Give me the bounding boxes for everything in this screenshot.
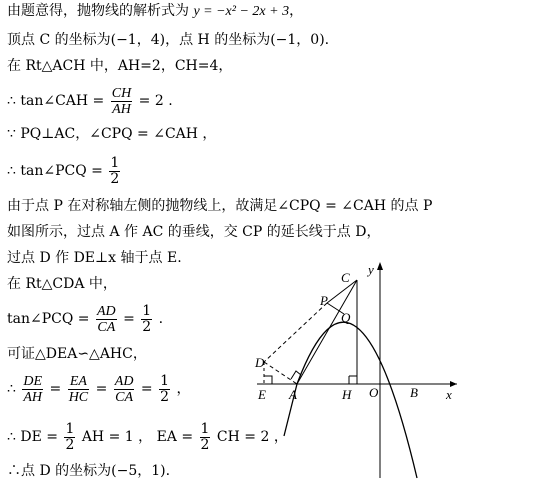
- line-10: 在 Rt△CDA 中，: [7, 276, 117, 292]
- fraction: $\frac{1}{2}$: [65, 420, 75, 453]
- label-a: A: [289, 387, 297, 402]
- line-3: 在 Rt△ACH 中，AH=2，CH=4，: [7, 58, 233, 74]
- label-b: B: [410, 385, 418, 400]
- line-4: ∴ tan∠CAH = $\frac{CH}{AH}$ = 2 .: [7, 85, 173, 117]
- label-c: C: [341, 270, 350, 285]
- fraction: $\frac{EA}{HC}$: [68, 373, 89, 405]
- label-h: H: [342, 387, 352, 402]
- line-12: 可证△DEA∽△AHC，: [7, 346, 147, 362]
- line-7: 由于点 P 在对称轴左侧的抛物线上，故满足∠CPQ = ∠CAH 的点 P: [7, 198, 433, 214]
- fraction: $\frac{AD}{CA}$: [96, 303, 116, 335]
- y-arrow-icon: [377, 262, 383, 270]
- fraction: $\frac{1}{2}$: [200, 420, 210, 453]
- label-q: Q: [341, 310, 351, 325]
- fraction: $\frac{1}{2}$: [160, 372, 170, 405]
- fraction: $\frac{1}{2}$: [110, 154, 120, 187]
- label-e: E: [258, 387, 266, 402]
- line-15: ∴点 D 的坐标为(−5，1).: [7, 463, 171, 479]
- line-9: 过点 D 作 DE⊥x 轴于点 E.: [7, 250, 182, 266]
- label-p: P: [320, 293, 328, 308]
- fraction: $\frac{AD}{CA}$: [114, 373, 134, 405]
- line-14: ∴ DE = $\frac{1}{2}$ AH = 1 ， EA = $\frac{1}{2}$ CH = 2 ，: [7, 420, 288, 453]
- label-x: x: [446, 387, 452, 402]
- label-o: O: [369, 385, 379, 400]
- label-y: y: [368, 262, 374, 277]
- line-1: 由题意得，抛物线的解析式为 y = −x² − 2x + 3，: [7, 3, 304, 19]
- line-2: 顶点 C 的坐标为(−1，4)，点 H 的坐标为(−1，0).: [7, 32, 330, 48]
- line-11: tan∠PCQ = $\frac{AD}{CA}$ = $\frac{1}{2}$ .: [7, 302, 164, 335]
- fraction: $\frac{CH}{AH}$: [111, 85, 132, 117]
- label-d: D: [255, 355, 265, 370]
- geometry-figure: [252, 258, 464, 480]
- line-8: 如图所示，过点 A 作 AC 的垂线，交 CP 的延长线于点 D，: [7, 224, 381, 240]
- right-angle-e: [264, 376, 272, 384]
- dashed-line-pd: [264, 303, 327, 362]
- line-6: ∴ tan∠PCQ = $\frac{1}{2}$: [7, 154, 120, 187]
- dashed-line-da: [264, 362, 297, 384]
- line-13: ∴ $\frac{DE}{AH}$ = $\frac{EA}{HC}$ = $\frac{AD}{CA}$ = $\frac{1}{2}$ ，: [7, 372, 191, 405]
- line-5: ∵ PQ⊥AC，∠CPQ = ∠CAH ，: [7, 126, 217, 142]
- fraction: $\frac{DE}{AH}$: [23, 373, 43, 405]
- fraction: $\frac{1}{2}$: [142, 302, 152, 335]
